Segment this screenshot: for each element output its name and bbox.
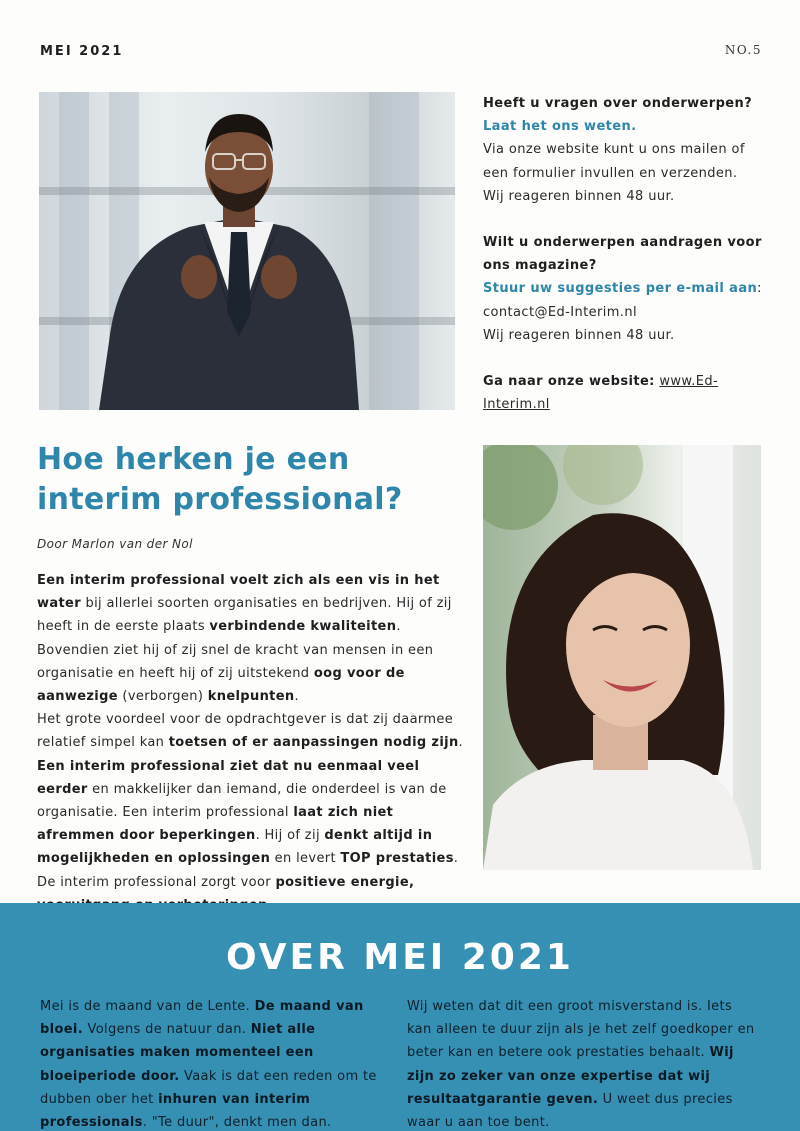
section-text: Volgens de natuur dan. xyxy=(83,1022,251,1038)
article-emphasis: oog voor de aanwezige xyxy=(37,665,405,705)
article-text: Bovendien ziet hij of zij snel de kracht van mensen in een organisatie en heeft hij of zij uitstekend xyxy=(37,642,434,681)
article-emphasis: Een interim professional voelt zich als een vis in het water xyxy=(37,573,440,612)
article-text: en levert xyxy=(270,851,341,867)
article-emphasis: TOP prestaties xyxy=(340,851,454,867)
article-emphasis: knelpunten xyxy=(207,689,295,705)
section-emphasis: Niet alle organisaties maken momenteel een bloeiperiode door. xyxy=(40,1022,316,1084)
section-column-left xyxy=(40,995,390,1131)
contact-response-time-1: Wij reageren binnen 48 uur. xyxy=(483,188,675,204)
section-column-right xyxy=(407,995,757,1131)
contact-response-time-2: Wij reageren binnen 48 uur. xyxy=(483,327,675,343)
section-text: Mei is de maand van de Lente. xyxy=(40,999,255,1014)
article-emphasis: Een interim professional ziet dat nu eenmaal veel eerder xyxy=(37,758,420,797)
issue-number: NO.5 xyxy=(724,43,762,57)
article-text: . xyxy=(458,735,464,751)
website-link[interactable]: www.Ed-Interim.nl xyxy=(483,374,719,413)
contact-text-1: Via onze website kunt u ons mailen of een formulier invullen en verzenden. xyxy=(483,142,745,181)
article-text: . Hij of zij xyxy=(255,828,325,844)
article-emphasis: denkt altijd in mogelijkheden en oplossingen xyxy=(37,828,433,867)
article-text: . xyxy=(294,689,299,705)
section-text: Wij weten dat dit een groot misverstand is. Iets kan alleen te duur zijn als je het zelf goedkoper en beter kan en betere ook prestaties behaalt. xyxy=(407,999,755,1061)
section-emphasis: De maand van bloei. xyxy=(40,999,364,1038)
article-emphasis: laat zich niet afremmen door beperkingen xyxy=(37,805,394,844)
contact-cta-2[interactable]: Stuur uw suggesties per e-mail aan xyxy=(483,281,758,297)
contact-cta-1[interactable]: Laat het ons weten. xyxy=(483,119,637,135)
article-emphasis: positieve energie, xyxy=(275,874,415,890)
article-text: en makkelijker dan iemand, die onderdeel is van de organisatie. Een interim professional xyxy=(37,781,447,821)
website-label: Ga naar onze website: xyxy=(483,374,655,390)
contact-question-1: Heeft u vragen over onderwerpen? xyxy=(483,96,753,111)
section-text: U weet dus precies waar u aan toe bent. xyxy=(407,1091,733,1131)
article-body xyxy=(37,569,467,917)
article-emphasis: verbindende kwaliteiten xyxy=(209,619,397,635)
section-text: Vaak is dat een reden om te dubben ober het xyxy=(40,1068,377,1107)
section-emphasis: Wij zijn zo zeker van onze expertise dat wij resultaatgarantie geven. xyxy=(407,1045,734,1107)
section-text: . "Te duur", denkt men dan. xyxy=(142,1115,332,1131)
section-title: OVER MEI 2021 xyxy=(226,937,574,978)
article-text: (verborgen) xyxy=(117,689,208,705)
article-text: . xyxy=(396,619,401,635)
photo-woman-smiling xyxy=(483,445,761,870)
article-emphasis: toetsen of er aanpassingen nodig zijn xyxy=(168,735,459,751)
contact-colon: : xyxy=(757,281,762,297)
contact-email[interactable]: contact@Ed-Interim.nl xyxy=(483,304,637,320)
contact-question-2: Wilt u onderwerpen aandragen voor ons magazine? xyxy=(483,235,762,274)
article-byline: Door Marlon van der Nol xyxy=(37,537,193,551)
photo-businessman xyxy=(39,92,455,410)
article-text: . De interim professional zorgt voor xyxy=(37,851,459,890)
article-text: bij allerlei soorten organisaties en bedrijven. Hij of zij heeft in de eerste plaats xyxy=(37,596,452,635)
about-may-section xyxy=(0,903,800,1131)
article-title: Hoe herken je een interim professional? xyxy=(37,442,403,517)
contact-info xyxy=(483,92,773,416)
issue-date: MEI 2021 xyxy=(40,44,124,59)
section-emphasis: inhuren van interim professionals xyxy=(40,1091,311,1131)
article-text: Het grote voordeel voor de opdrachtgever is dat zij daarmee relatief simpel kan xyxy=(37,712,454,751)
